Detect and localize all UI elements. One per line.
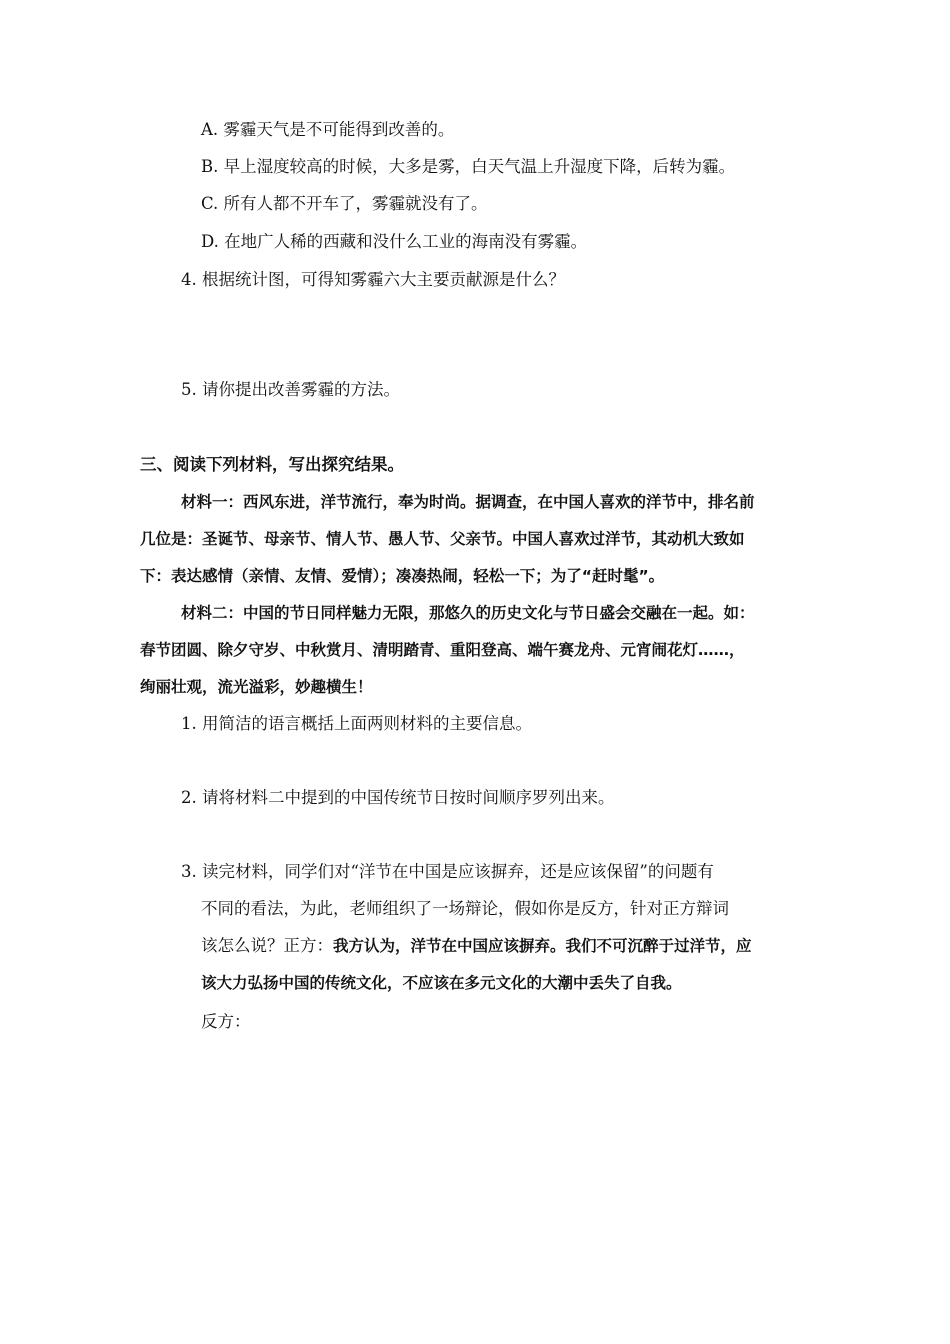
question-3-3-line-1: 3. 读完材料，同学们对“洋节在中国是应该摒弃，还是应该保留”的问题有 <box>181 862 714 881</box>
question-3-3-prompt-end: 该怎么说？正方： <box>201 936 333 955</box>
section-3-heading: 三、阅读下列材料，写出探究结果。 <box>140 455 404 474</box>
option-a: A. 雾霾天气是不可能得到改善的。 <box>201 120 455 139</box>
option-c: C. 所有人都不开车了，雾霾就没有了。 <box>201 194 488 213</box>
question-3-3-line-3 <box>201 934 752 958</box>
question-3-2: 2. 请将材料二中提到的中国传统节日按时间顺序罗列出来。 <box>181 788 615 807</box>
question-3-1: 1. 用简洁的语言概括上面两则材料的主要信息。 <box>181 714 532 733</box>
question-3-3-line-2: 不同的看法，为此，老师组织了一场辩论，假如你是反方，针对正方辩词 <box>201 899 729 918</box>
material-1-line-3: 下：表达感情（亲情、友情、爱情）；凑凑热闹，轻松一下；为了“赶时髦”。 <box>140 567 665 585</box>
question-4: 4. 根据统计图，可得知雾霾六大主要贡献源是什么？ <box>181 270 565 289</box>
material-2-line-2: 春节团圆、除夕守岁、中秋赏月、清明踏青、重阳登高、端午赛龙舟、元宵闹花灯……， <box>140 641 745 659</box>
option-d: D. 在地广人稀的西藏和没什么工业的海南没有雾霾。 <box>201 232 588 251</box>
material-2-line-1: 材料二：中国的节日同样魅力无限，那悠久的历史文化与节日盛会交融在一起。如： <box>181 604 755 622</box>
material-1-line-2: 几位是：圣诞节、母亲节、情人节、愚人节、父亲节。中国人喜欢过洋节，其动机大致如 <box>140 530 745 548</box>
zheng-fang-statement-line-1: 我方认为，洋节在中国应该摒弃。我们不可沉醉于过洋节，应 <box>333 937 752 955</box>
question-5: 5. 请你提出改善雾霾的方法。 <box>181 380 400 399</box>
option-b: B. 早上湿度较高的时候，大多是雾，白天气温上升湿度下降，后转为霾。 <box>201 157 736 176</box>
zheng-fang-statement-line-2: 该大力弘扬中国的传统文化，不应该在多元文化的大潮中丢失了自我。 <box>201 974 682 992</box>
material-2-line-3: 绚丽壮观，流光溢彩，妙趣横生！ <box>140 678 373 696</box>
material-1-line-1: 材料一：西风东进，洋节流行，奉为时尚。据调查，在中国人喜欢的洋节中，排名前 <box>181 493 755 511</box>
fan-fang-label: 反方： <box>201 1012 251 1031</box>
